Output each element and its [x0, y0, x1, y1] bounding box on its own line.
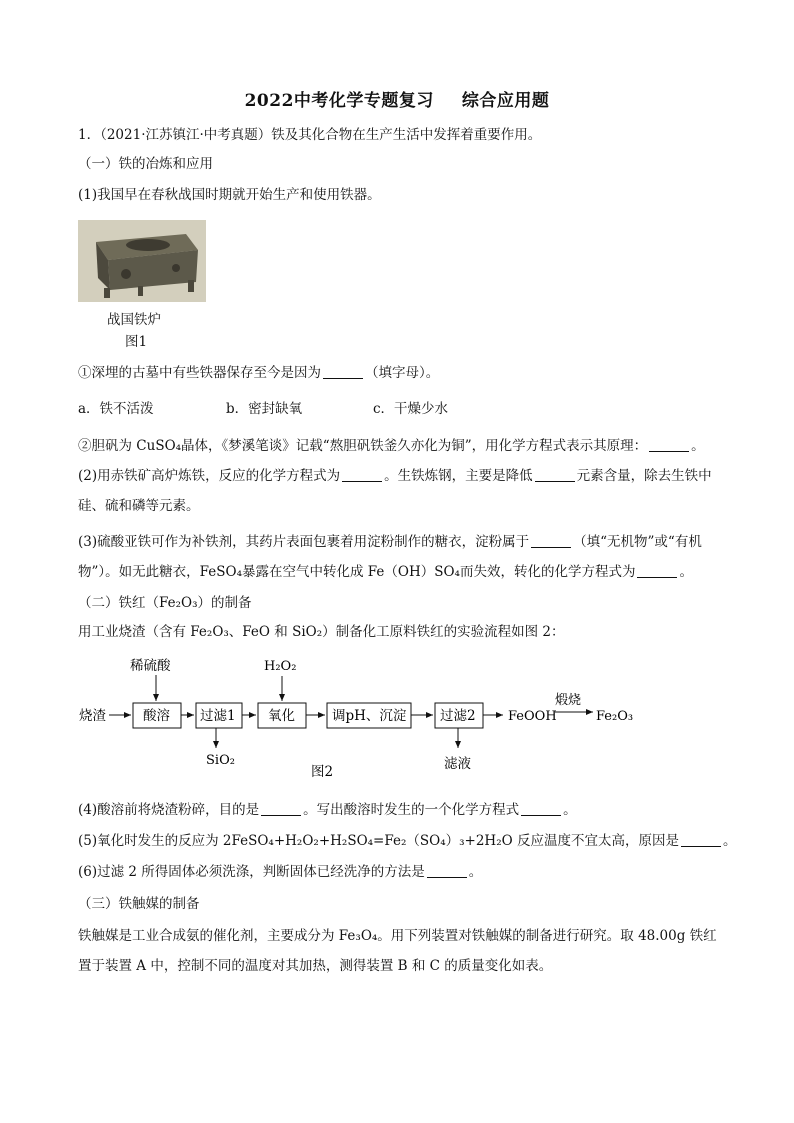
paragraph-7-line-2: 置于装置 A 中，控制不同的温度对其加热，测得装置 B 和 C 的质量变化如表。 — [78, 958, 553, 974]
answer-blank[interactable] — [681, 832, 721, 847]
flow-box-ph-precipitate-label: 调pH、沉淀 — [332, 708, 407, 724]
figure-1-caption-title: 战国铁炉 — [107, 312, 161, 328]
answer-blank[interactable] — [531, 533, 571, 548]
answer-blank[interactable] — [323, 364, 363, 379]
figure-2-caption: 图2 — [311, 764, 334, 780]
answer-blank[interactable] — [427, 863, 467, 878]
flow-side-sio2: SiO₂ — [206, 753, 235, 768]
flow-box-acid-dissolve-label: 酸溶 — [143, 708, 170, 724]
flow-box-oxidize-label: 氧化 — [268, 708, 295, 724]
option-c: c．干燥少水 — [373, 401, 449, 417]
paragraph-7-line-1: 铁触媒是工业合成氨的催化剂，主要成分为 Fe₃O₄。用下列装置对铁触媒的制备进行研究。取 48.00g 铁红 — [78, 928, 717, 944]
question-6: (6)过滤 2 所得固体必须洗涤，判断固体已经洗净的方法是 。 — [78, 864, 483, 880]
options-row — [78, 398, 728, 420]
question-2-line-1: (2)用赤铁矿高炉炼铁，反应的化学方程式为 。生铁炼钢，主要是降低 元素含量，除去生铁中 — [78, 468, 712, 484]
question-3-line-1: (3)硫酸亚铁可作为补铁剂，其药片表面包裹着用淀粉制作的糖衣，淀粉属于 （填“无机物”或“有机 — [78, 534, 702, 550]
section-1-heading: （一）铁的冶炼和应用 — [78, 156, 213, 172]
section-2-heading: （二）铁红（Fe₂O₃）的制备 — [78, 595, 252, 611]
flow-box-filter-2-label: 过滤2 — [440, 708, 476, 724]
flow-start: 烧渣 — [79, 708, 106, 724]
option-b: b．密封缺氧 — [226, 401, 303, 417]
question-4: (4)酸溶前将烧渣粉碎，目的是 。写出酸溶时发生的一个化学方程式 。 — [78, 802, 577, 818]
question-1-intro: 1．（2021·江苏镇江·中考真题）铁及其化合物在生产生活中发挥着重要作用。 — [78, 127, 542, 143]
reagent-sulfuric-acid: 稀硫酸 — [130, 658, 171, 674]
answer-blank[interactable] — [637, 563, 677, 578]
question-3-line-2: 物”）。如无此糖衣，FeSO₄暴露在空气中转化成 Fe（OH）SO₄而失效，转化的化学方程式为 。 — [78, 564, 693, 580]
question-2-line-2: 硅、硫和磷等元素。 — [78, 498, 200, 514]
answer-blank[interactable] — [649, 437, 689, 452]
option-a: a．铁不活泼 — [78, 401, 154, 417]
flow-side-filtrate: 滤液 — [444, 756, 471, 772]
answer-blank[interactable] — [342, 467, 382, 482]
answer-blank[interactable] — [261, 801, 301, 816]
flow-product-feooh: FeOOH — [508, 709, 557, 724]
flow-arrow-calcine-label: 煅烧 — [555, 693, 582, 708]
paragraph-1: (1)我国早在春秋战国时期就开始生产和使用铁器。 — [78, 187, 381, 203]
flow-intro: 用工业烧渣（含有 Fe₂O₃、FeO 和 SiO₂）制备化工原料铁红的实验流程如图 2： — [78, 624, 565, 640]
figure-1-caption-label: 图1 — [125, 334, 148, 350]
flow-product-fe2o3: Fe₂O₃ — [596, 709, 634, 724]
question-1-2: ②胆矾为 CuSO₄晶体，《梦溪笔谈》记载“熬胆矾铁釜久亦化为铜”，用化学方程式表示其原理： 。 — [78, 438, 705, 454]
reagent-h2o2: H₂O₂ — [264, 659, 297, 674]
process-flow-diagram — [75, 650, 675, 789]
question-5: (5)氧化时发生的反应为 2FeSO₄+H₂O₂+H₂SO₄=Fe₂（SO₄）₃+2H₂O 反应温度不宜太高，原因是 。 — [78, 833, 737, 849]
iron-stove-image — [78, 220, 206, 302]
question-1-1: ①深埋的古墓中有些铁器保存至今是因为 （填字母）。 — [78, 365, 440, 381]
section-3-heading: （三）铁触媒的制备 — [78, 896, 200, 912]
answer-blank[interactable] — [535, 467, 575, 482]
flow-box-filter-1-label: 过滤1 — [200, 708, 236, 724]
page-title: 2022中考化学专题复习 综合应用题 — [244, 91, 550, 111]
answer-blank[interactable] — [521, 801, 561, 816]
